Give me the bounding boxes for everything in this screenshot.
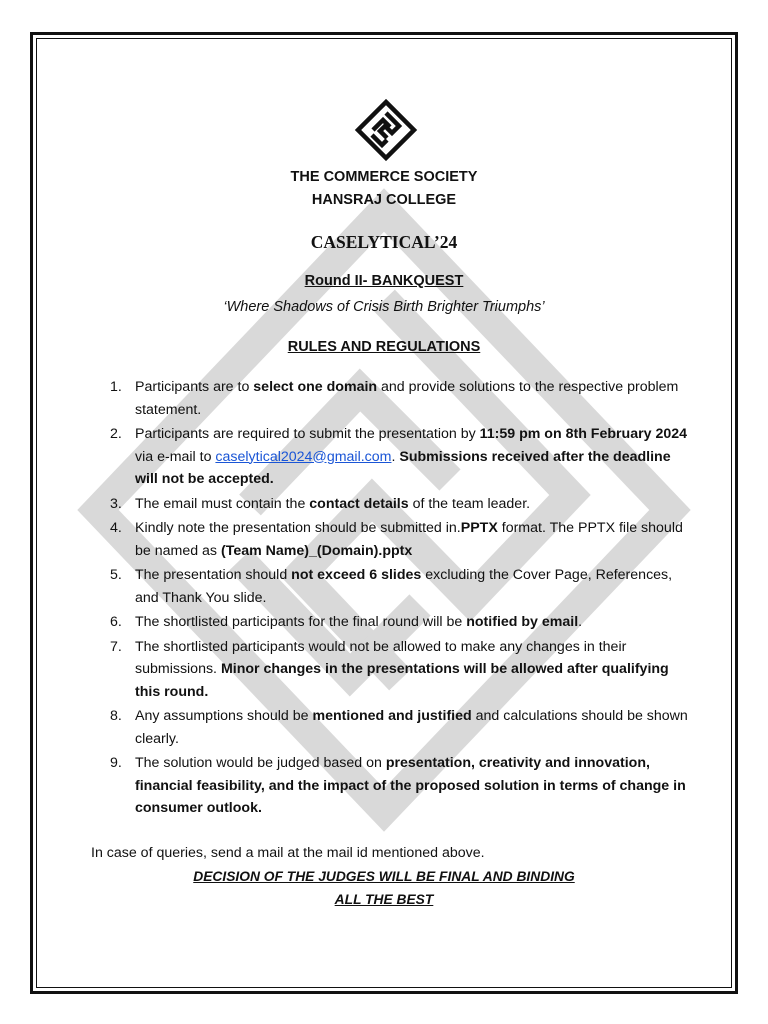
rules-list [110,376,690,822]
rule-number: 7. [110,638,122,655]
college-name: HANSRAJ COLLEGE [311,192,457,208]
rule-item [110,636,690,704]
rule-emphasis: contact details [309,495,409,512]
rule-number: 1. [110,379,122,395]
rule-number: 5. [110,567,122,583]
rule-item [110,752,690,820]
rule-number: 8. [110,708,122,724]
rule-text: The solution would be judged based on [135,755,386,771]
email-link[interactable]: caselytical2024@gmail.com [215,448,392,465]
rule-text: and calculations should be shown clearly. [135,708,688,747]
event-title: CASELYTICAL’24 [310,232,458,252]
rule-text: Any assumptions should be [135,708,313,724]
rule-number: 9. [110,755,122,771]
rule-text: excluding the Cover Page, References, and Thank You slide. [135,567,673,606]
rule-emphasis: PPTX [460,520,498,536]
rule-text: The email must contain the [135,495,310,512]
rule-emphasis: select one domain [253,379,378,395]
all-the-best-note: ALL THE BEST [334,892,434,907]
rule-text: of the team leader. [408,495,531,512]
commerce-society-logo-icon [354,98,418,162]
decision-note: DECISION OF THE JUDGES WILL BE FINAL AND BINDING [193,869,575,884]
rule-text: . [578,614,583,630]
rule-text: Participants are required to submit the presentation by [135,426,480,442]
rule-text: The shortlisted participants would not be allowed to make any changes in their submissions. [135,638,627,677]
rule-emphasis: not exceed 6 slides [291,567,422,583]
rule-emphasis: notified by email [466,614,579,630]
rule-emphasis: Minor changes in the presentations will be allowed after qualifying this round. [135,661,669,700]
rule-item [110,493,690,516]
rule-emphasis: mentioned and justified [312,708,472,724]
rule-emphasis: 11:59 pm on 8th February 2024 [479,426,688,442]
queries-note: In case of queries, send a mail at the mail id mentioned above. [91,845,485,861]
rule-item [110,376,690,421]
rule-number: 2. [110,426,122,442]
rule-item [110,517,690,562]
rule-emphasis: (Team Name)_(Domain).pptx [220,542,413,559]
rule-item [110,564,690,609]
rule-item [110,423,690,491]
tagline: ‘Where Shadows of Crisis Birth Brighter Triumphs’ [223,299,545,315]
rule-text: and provide solutions to the respective problem statement. [135,379,679,418]
rule-emphasis: presentation, creativity and innovation, financial feasibility, and the impact of the proposed solution in terms of change in consumer outlook. [135,755,686,816]
society-heading [0,166,768,212]
rule-text: Kindly note the presentation should be submitted in. [135,520,461,536]
rule-text: via e-mail to [135,448,216,465]
rule-number: 6. [110,614,122,630]
rule-text: The presentation should [135,567,292,583]
rule-emphasis: Submissions received after the deadline will not be accepted. [135,448,671,487]
rule-text: . [391,448,400,465]
rule-number: 3. [110,495,122,512]
rule-item [110,705,690,750]
round-title: Round II- BANKQUEST [304,273,464,289]
rule-item [110,611,690,634]
society-name: THE COMMERCE SOCIETY [290,169,478,185]
rules-heading: RULES AND REGULATIONS [287,339,481,355]
rule-text: The shortlisted participants for the final round will be [135,614,467,630]
rule-text: Participants are to [135,379,254,395]
rule-text: format. The PPTX file should be named as [135,520,683,559]
rule-number: 4. [110,520,122,536]
